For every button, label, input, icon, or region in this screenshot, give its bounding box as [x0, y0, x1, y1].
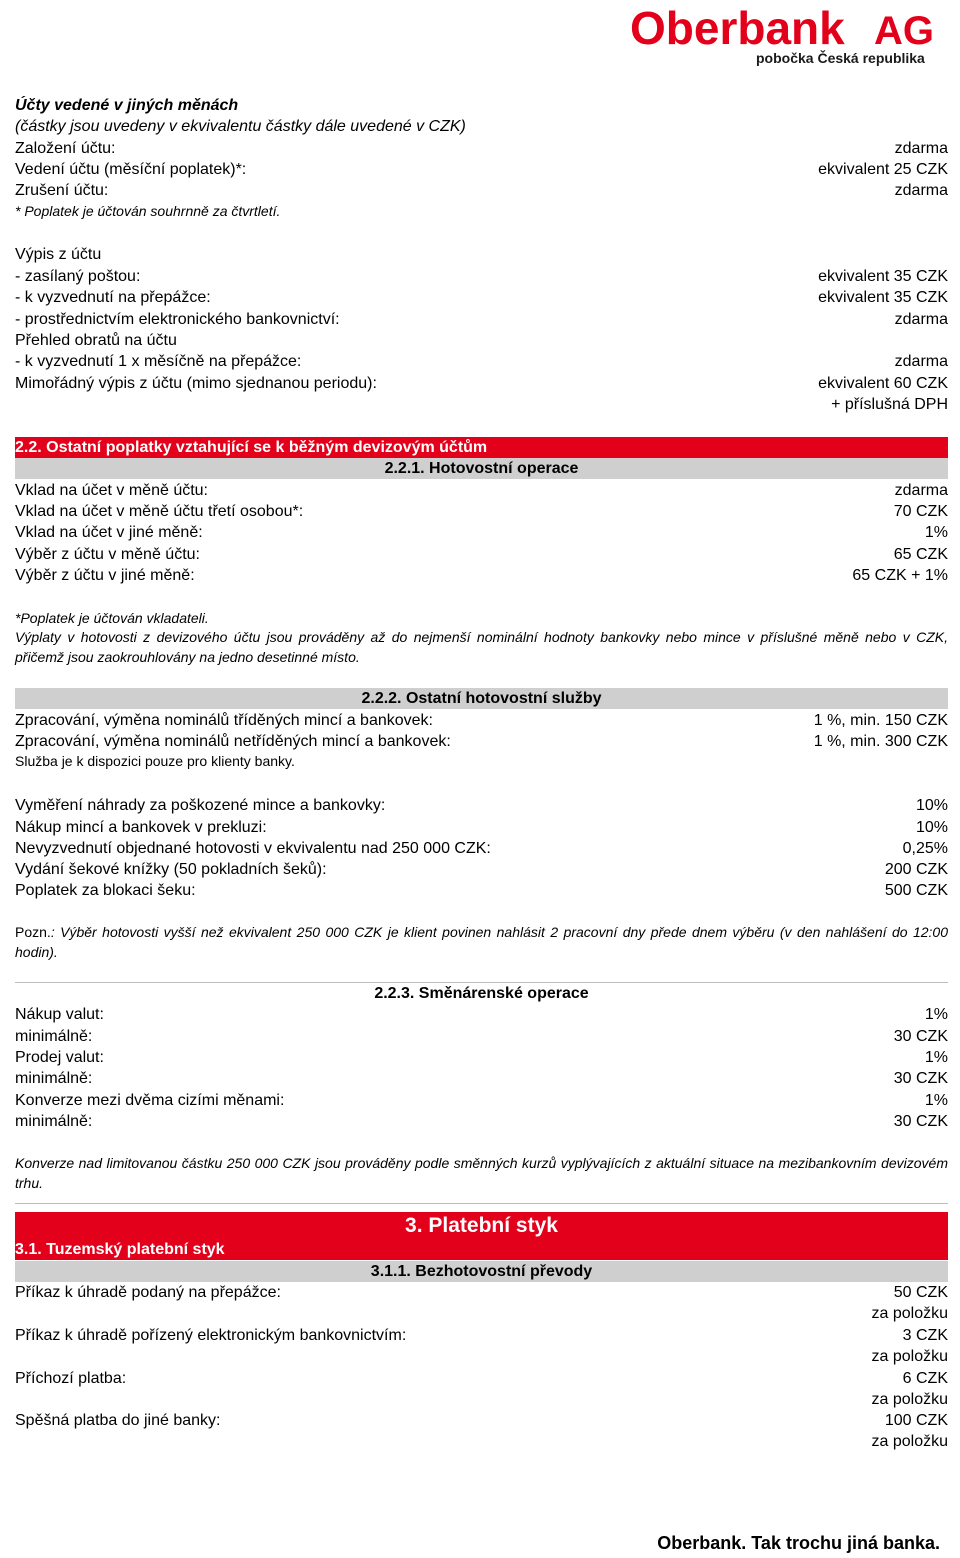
- divider: [15, 1203, 948, 1204]
- section-header-2-2-2: 2.2.2. Ostatní hotovostní služby: [15, 688, 948, 709]
- fee-row: minimálně: 30 CZK: [15, 1070, 948, 1087]
- footnote: *Poplatek je účtován vkladateli.: [15, 610, 209, 626]
- fee-row: Mimořádný výpis z účtu (mimo sjednanou periodu): ekvivalent 60 CZK: [15, 375, 948, 392]
- fee-row: Vyměření náhrady za poškozené mince a bankovky: 10%: [15, 797, 948, 814]
- fee-row: Zpracování, výměna nominálů tříděných mincí a bankovek: 1 %, min. 150 CZK: [15, 712, 948, 729]
- fee-row: Nákup valut: 1%: [15, 1006, 948, 1023]
- fee-row: Založení účtu: zdarma: [15, 140, 948, 157]
- section-header-2-2-3: 2.2.3. Směnárenské operace: [374, 985, 589, 1002]
- conversion-note: Konverze nad limitovanou částku 250 000 CZK jsou prováděny podle směnných kurzů vyplývajících z aktuální situace na mezibankovním devizovém trhu.: [15, 1155, 948, 1191]
- section-header-2-2: 2.2. Ostatní poplatky vztahující se k běžným devizovým účtům: [15, 437, 948, 458]
- section-header-3: 3. Platební styk: [15, 1212, 948, 1239]
- fee-row: Přehled obratů na účtu: [15, 332, 177, 349]
- footer-slogan: Oberbank. Tak trochu jiná banka.: [657, 1533, 940, 1553]
- fee-row: - zasílaný poštou: ekvivalent 35 CZK: [15, 268, 948, 285]
- fee-row: Nákup mincí a bankovek v prekluzi: 10%: [15, 819, 948, 836]
- fee-row: Prodej valut: 1%: [15, 1049, 948, 1066]
- fee-row: Výběr z účtu v jiné měně: 65 CZK + 1%: [15, 567, 948, 584]
- oberbank-logo-graphic: [630, 3, 936, 67]
- cash-withdrawal-note: Výplaty v hotovosti z devizového účtu jsou prováděny až do nejmenší nominální hodnoty bankovky nebo mince v příslušné měně nebo v CZK, přičemž jsou zaokrouhlovány na jedno desetinné místo.: [15, 629, 948, 665]
- fee-row: - prostřednictvím elektronického bankovnictví: zdarma: [15, 311, 948, 328]
- service-note: Služba je k dispozici pouze pro klienty banky.: [15, 753, 295, 769]
- fee-row: + příslušná DPH: [831, 396, 948, 413]
- fee-row-unit: za položku: [871, 1391, 948, 1408]
- fee-row: minimálně: 30 CZK: [15, 1028, 948, 1045]
- fee-row: Příkaz k úhradě pořízený elektronickým bankovnictvím: 3 CZK: [15, 1327, 948, 1344]
- fee-row: Spěšná platba do jiné banky: 100 CZK: [15, 1412, 948, 1429]
- fee-row-unit: za položku: [871, 1305, 948, 1322]
- section-subtitle: (částky jsou uvedeny v ekvivalentu částky dále uvedené v CZK): [15, 118, 466, 135]
- cash-limit-note: [15, 922, 948, 962]
- footnote: * Poplatek je účtován souhrnně za čtvrtletí.: [15, 203, 281, 219]
- fee-row: Konverze mezi dvěma cizími měnami: 1%: [15, 1092, 948, 1109]
- statement-title: Výpis z účtu: [15, 246, 102, 263]
- fee-row: Vedení účtu (měsíční poplatek)*: ekvivalent 25 CZK: [15, 161, 948, 178]
- fee-row: Příkaz k úhradě podaný na přepážce: 50 CZK: [15, 1284, 948, 1301]
- note-text: : Výběr hotovosti vyšší než ekvivalent 250 000 CZK je klient povinen nahlásit 2 pracovní dny přede dnem výběru (v den nahlášení do 12:00 hodin).: [15, 924, 948, 960]
- section-header-2-2-1: 2.2.1. Hotovostní operace: [15, 458, 948, 479]
- logo-brand: Oberbank: [630, 3, 845, 54]
- section-header-3-1-1: 3.1.1. Bezhotovostní převody: [15, 1261, 948, 1282]
- fee-row: Vklad na účet v jiné měně: 1%: [15, 524, 948, 541]
- fee-row: Vydání šekové knížky (50 pokladních šeků): 200 CZK: [15, 861, 948, 878]
- section-header-3-1: 3.1. Tuzemský platební styk: [15, 1239, 948, 1260]
- fee-row: minimálně: 30 CZK: [15, 1113, 948, 1130]
- fee-row: Zrušení účtu: zdarma: [15, 182, 948, 199]
- fee-row: Poplatek za blokaci šeku: 500 CZK: [15, 882, 948, 899]
- fee-row: - k vyzvednutí 1 x měsíčně na přepážce: zdarma: [15, 353, 948, 370]
- fee-row: - k vyzvednutí na přepážce: ekvivalent 35 CZK: [15, 289, 948, 306]
- fee-row: Vklad na účet v měně účtu: zdarma: [15, 482, 948, 499]
- fee-row: Zpracování, výměna nominálů netříděných mincí a bankovek: 1 %, min. 300 CZK: [15, 733, 948, 750]
- fee-row-unit: za položku: [871, 1348, 948, 1365]
- logo-suffix: AG: [874, 9, 934, 53]
- oberbank-logo: [630, 3, 936, 67]
- fee-row: Příchozí platba: 6 CZK: [15, 1370, 948, 1387]
- fee-row-unit: za položku: [871, 1433, 948, 1450]
- fee-row: Vklad na účet v měně účtu třetí osobou*: 70 CZK: [15, 503, 948, 520]
- section-title-other-currencies: Účty vedené v jiných měnách: [15, 97, 239, 114]
- fee-row: Nevyzvednutí objednané hotovosti v ekvivalentu nad 250 000 CZK: 0,25%: [15, 840, 948, 857]
- note-label: Pozn.: [15, 924, 51, 940]
- fee-row: Výběr z účtu v měně účtu: 65 CZK: [15, 546, 948, 563]
- logo-subtitle: pobočka Česká republika: [756, 50, 925, 66]
